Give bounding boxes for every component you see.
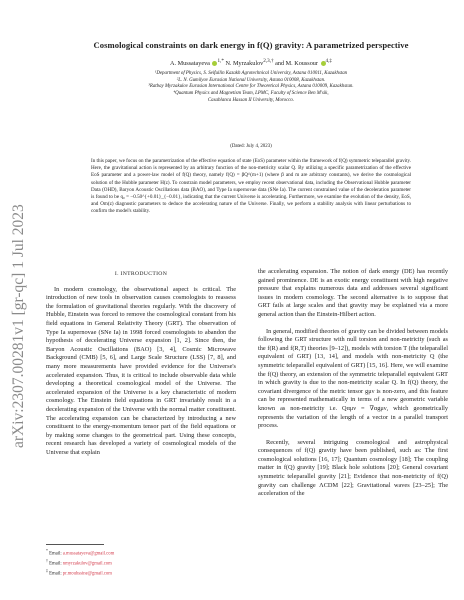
footnote-label: Email:	[49, 551, 62, 557]
footnote-label: Email:	[49, 571, 62, 577]
footnote-label: Email:	[49, 561, 62, 567]
affiliation-line: ³Ratbay Myrzakulov Eurasian International Centre for Theoretical Physics, Astana 010009, Kazakhstan.	[148, 84, 354, 90]
affiliation-line: ¹Department of Physics, S. Seifullin Kazakh Agrotechnical University, Astana 010011, Kazakhstan	[154, 71, 348, 76]
footnote: * Email: a.mussatayeva@gmail.com	[46, 549, 115, 557]
footnote: ‡ Email: pr.mouhssine@gmail.com	[46, 568, 112, 577]
footnote-rule	[46, 544, 104, 545]
author-name: A. Mussatayeva	[170, 60, 210, 68]
author-affil-marker: 1,*	[217, 58, 224, 64]
body-paragraph: Recently, several intriguing cosmological and astrophysical consequences of f(Q) gravity have been published, such as: The first cosmological solutions [16, 17]; Quantum cosmology [18]; The coupling matter in f(Q) gravity [19]; Black hole solutions [20]; General covariant symmetric teleparallel gravity [21]; Evidence that non-metricity of f(Q) gravity can challenge ΛCDM [22]; Gravitational waves [23–25]; The acceleration of the	[258, 438, 448, 498]
affiliation-line: ²L. N. Gumilyov Eurasian National University, Astana 010008, Kazakhstan.	[176, 77, 326, 83]
abstract: In this paper, we focus on the parametrization of the effective equation of state (EoS) parameter within the framework of f(Q) symmetric teleparallel gravity. Here, the gravitational action is represented by an arbitrary function of the non-metricity scalar Q. By utilizing a specific parametrization of the effective EoS parameter and a power-law model of f(Q) theory, namely f(Q) = βQ^(m+1) (where β and m are arbitrary constants), we derive the cosmological solution of the Hubble parameter H(z). To constrain model parameters, we employ recent observational data, including the Observational Hubble parameter Data (OHD), Baryon Acoustic Oscillations data (BAO), and Type Ia supernovae data (SNe Ia). The current constrained value of the deceleration parameter is found to be q₀ = −0.50^{+0.01}_{−0.01}, indicating that the current Universe is accelerating. Furthermore, we examine the evolution of the density, EoS, and Om(z) diagnostic parameters to deduce the accelerating nature of the Universe. Finally, we perform a stability analysis with linear perturbations to confirm the model's stability.	[91, 158, 411, 215]
email-link[interactable]: a.mussatayeva@gmail.com	[62, 551, 115, 557]
affiliations	[46, 71, 456, 105]
paper-title: Cosmological constraints on dark energy in f(Q) gravity: A parametrized perspective	[93, 40, 409, 50]
section-heading: I. INTRODUCTION	[114, 271, 168, 277]
email-link[interactable]: nmyrzakulov@gmail.com	[62, 561, 112, 567]
email-link[interactable]: pr.mouhssine@gmail.com	[62, 571, 112, 577]
affiliation-line: ⁴Quantum Physics and Magnetism Team, LPMC, Faculty of Science Ben M'sik,	[173, 91, 329, 97]
body-paragraph: In general, modified theories of gravity can be divided between models following the GRT structure with null torsion and non-metricity (such as the f(R) and f(R,T) theories [9–12]), models with torsion T (the teleparallel equivalent of GRT) [13, 14], and models with non-metricity Q (the symmetric teleparallel equivalent of GRT) [15, 16]. Here, we will examine the f(Q) theory, an extension of the symmetric teleparallel equivalent GRT in which gravity is due to the non-metricity scalar Q. In f(Q) theory, the covariant divergence of the metric tensor gμν is non-zero, and this feature can be represented mathematically in terms of a new geometric variable known as non-metricity i.e. Qαμν = ∇αgμν, which geometrically represents the variation of the length of a vector in a parallel transport process.	[258, 327, 448, 430]
footnote: † Email: nmyrzakulov@gmail.com	[46, 558, 112, 567]
author-conjunction: and	[275, 60, 285, 68]
author-name: M. Koussour	[285, 60, 318, 68]
author-name: N. Myrzakulov	[225, 60, 264, 68]
arxiv-identifier	[6, 150, 30, 450]
column-right	[258, 268, 448, 507]
body-paragraph: In modern cosmology, the observational aspect is critical. The introduction of new tools in observation causes cosmologists to reassess the formulation of gravitational theories regularly. With the discovery of Hubble, Einstein was forced to remove the cosmological constant from his field equations in General Relativity Theory (GRT). The observation of Type Ia supernovae (SNe Ia) in 1998 forced cosmologists to abandon the hypothesis of decelerating Universe expansion [1, 2]. Since then, the Baryon Acoustic Oscillations (BAO) [3, 4], Cosmic Microwave Background (CMB) [5, 6], and Large Scale Structure (LSS) [7, 8], and many more measurements have provided evidence for the Universe's accelerated expansion. Thus, it is critical to include observable data while developing a theoretical cosmological model of the Universe. The accelerated expansion of the Universe is a key characteristic of modern cosmology. The Einstein field equations in GRT invariably result in a decelerating expansion of the Universe with the normal matter constituent. The accelerating expansion can be characterized by introducing a new constituent to the energy-momentum tensor part of the field equations or by making some changes to the geometrical part. Using these concepts, recent research has developed a variety of cosmological models of the Universe that explain	[46, 285, 236, 456]
arxiv-identifier-text: arXiv:2307.00281v1 [gr-qc] 1 Jul 2023	[10, 204, 27, 448]
column-left	[46, 270, 236, 465]
affiliation-line: Casablanca Hassan II University, Morocco.	[207, 97, 295, 103]
author-affil-marker: 2,3,†	[263, 58, 274, 64]
body-paragraph: the accelerating expansion. The notion of dark energy (DE) has recently gained prominence. DE is an exotic energy constituent with high negative pressure that explains numerous data and addresses several significant issues in modern cosmology. The second alternative is to suppose that GRT fails at large scales and that gravity may be explained via a more general action than the Einstein-Hilbert action.	[258, 268, 448, 318]
author-list	[46, 58, 456, 67]
date-line: (Dated: July 4, 2023)	[230, 144, 272, 149]
author-affil-marker: 4,‡	[325, 58, 332, 64]
footnotes	[46, 544, 236, 578]
arxiv-identifier-svg	[6, 150, 30, 450]
